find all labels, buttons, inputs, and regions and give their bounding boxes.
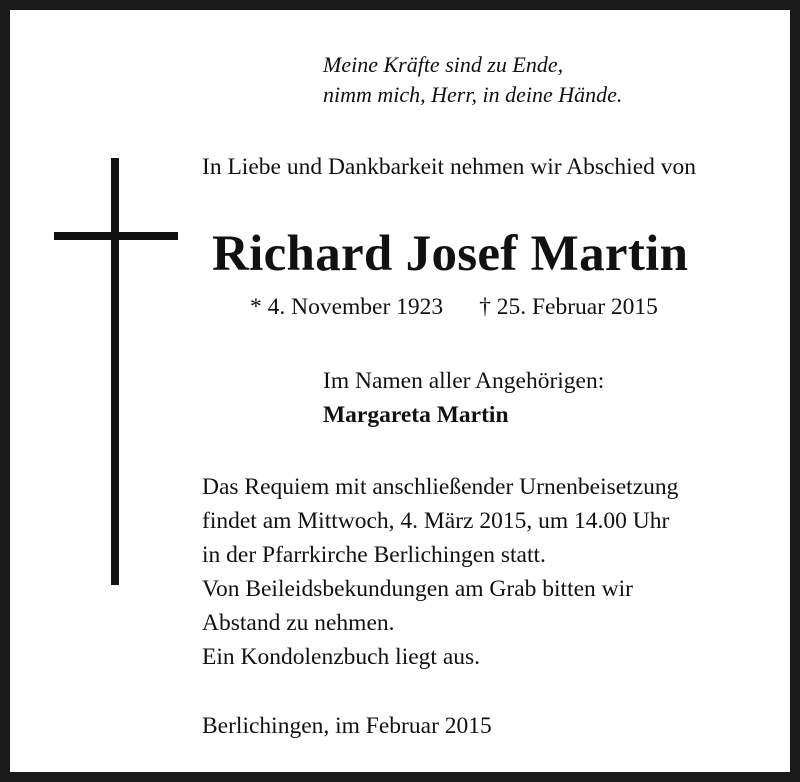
birth-date: * 4. November 1923 xyxy=(250,294,444,320)
intro-text: In Liebe und Dankbarkeit nehmen wir Abschied von xyxy=(202,154,697,180)
signer-name: Margareta Martin xyxy=(323,402,509,428)
details-line: in der Pfarrkirche Berlichingen statt. xyxy=(202,542,546,568)
details-line: Von Beileidsbekundungen am Grab bitten wir xyxy=(202,576,633,602)
details-line: Ein Kondolenzbuch liegt aus. xyxy=(202,644,481,670)
quote-line: Meine Kräfte sind zu Ende, xyxy=(323,52,564,77)
cross-vertical-bar xyxy=(111,158,119,585)
service-details xyxy=(202,470,678,674)
life-dates xyxy=(250,292,658,322)
details-line: findet am Mittwoch, 4. März 2015, um 14.00 Uhr xyxy=(202,508,670,534)
details-line: Abstand zu nehmen. xyxy=(202,610,395,636)
relatives-block xyxy=(323,364,604,432)
place-and-date: Berlichingen, im Februar 2015 xyxy=(202,713,492,739)
details-line: Das Requiem mit anschließender Urnenbeisetzung xyxy=(202,474,679,500)
quote-line: nimm mich, Herr, in deine Hände. xyxy=(323,82,623,107)
cross-horizontal-bar xyxy=(54,232,178,240)
death-date: † 25. Februar 2015 xyxy=(479,294,658,320)
deceased-name: Richard Josef Martin xyxy=(212,226,689,282)
bible-quote xyxy=(323,50,763,110)
relatives-intro: Im Namen aller Angehörigen: xyxy=(323,368,605,394)
